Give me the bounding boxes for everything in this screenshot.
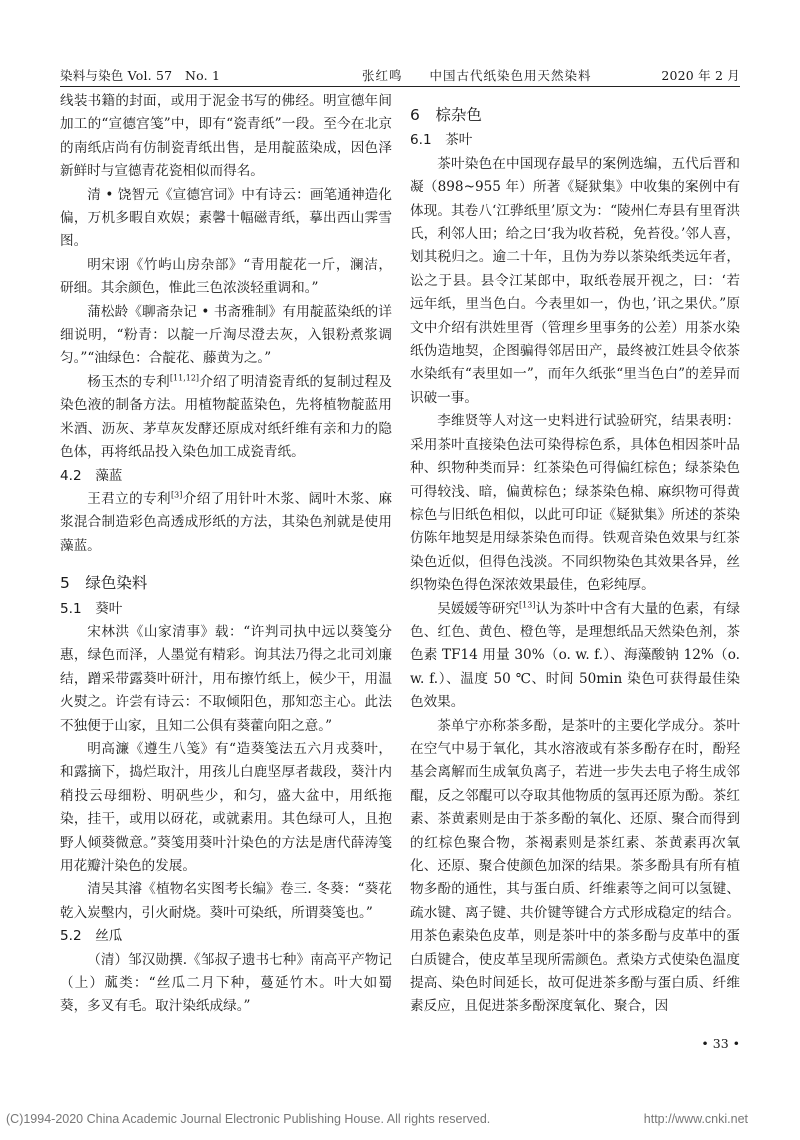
paragraph: 清吴其濬《植物名实图考长编》卷三. 冬葵：“葵花乾入炭墼内，引火耐烧。葵叶可染纸，所谓葵笺也。” [60,881,392,921]
running-header [60,64,740,86]
paragraph-text: 介绍了用针叶木浆、阔叶木浆、麻浆混合制造彩色高透成形纸的方法，其染色剂就是使用藻蓝。 [60,490,393,554]
header-rule [60,86,740,87]
subsection-heading: 5.2 丝瓜 [60,928,123,945]
article-author-title: 张红鸣 中国古代纸染色用天然染料 [362,68,592,83]
right-column [410,90,740,1019]
site-link[interactable]: http://www.cnki.net [643,1112,748,1126]
subsection-heading: 5.1 葵叶 [60,600,123,617]
paragraph: 宋林洪《山家清事》载：“许判司执中远以葵笺分惠，绿色而泽，人墨觉有精彩。询其法乃得之北司刘廉结，蹭采带露葵叶研汁，用布擦竹纸上，候少干，用温火熨之。许尝有诗云：不取倾阳色，那知恋主心。此法不独便于山家，且知二公俱有葵藿向阳之意。” [60,623,392,734]
paragraph: 李维贤等人对这一史料进行试验研究，结果表明：采用茶叶直接染色法可染得棕色系，具体色相因茶叶品种、织物种类而异：红茶染色可得偏红棕色；绿茶染色可得较浅、暗，偏黄棕色；绿茶染色棉、麻织物可得黄棕色与旧纸色相似，以此可印证《疑狱集》所述的茶染仿陈年地契是用绿茶染色而得。铁观音染色效果与红茶染色近似，但得色浅淡。不同织物染色其效果各异，丝织物染色得色深浓效果最佳，色彩纯厚。 [410,413,740,594]
paragraph: 蒲松龄《聊斋杂记 • 书斋雅制》有用靛蓝染纸的详细说明，“粉青：以靛一斤淘尽澄去灰，入银粉煮浆调匀。”“油绿色：合靛花、藤黄为之。” [60,303,392,367]
citation: [13] [519,600,536,609]
subsection-heading: 4.2 藻蓝 [60,467,123,484]
paragraph: 茶单宁亦称茶多酚，是茶叶的主要化学成分。茶叶在空气中易于氧化，其水溶液或有茶多酚存在时，酚羟基会离解而生成氧负离子，若进一步失去电子将生成邻醌，反之邻醌可以夺取其他物质的氢再还原为酚。茶红素、茶黄素则是由于茶多酚的氧化、还原、聚合而得到的红棕色聚合物，茶褐素则是茶红素、茶黄素再次氧化、还原、聚合使颜色加深的结果。茶多酚具有所有植物多酚的通性，其与蛋白质、纤维素等之间可以氢键、疏水键、离子键、共价键等键合方式形成稳定的结合。用茶色素染色皮革，则是茶叶中的茶多酚与皮革中的蛋白质键合，使皮革呈现所需颜色。煮染方式使染色温度提高、染色时间延长，故可促进茶多酚与蛋白质、纤维素反应，且促进茶多酚深度氧化、聚合，因 [410,717,740,1015]
paragraph [60,371,392,465]
footer [0,1110,800,1140]
issue-date: 2020 年 2 月 [661,68,740,83]
paragraph [410,598,740,715]
copyright-notice: (C)1994-2020 China Academic Journal Electronic Publishing House. All rights reserved. [6,1112,491,1126]
page-number: • 33 • [701,1036,740,1051]
paragraph-text: 王君立的专利 [87,490,172,507]
left-column [60,90,392,1019]
section-heading: 5 绿色染料 [60,574,148,593]
paragraph [60,488,392,558]
subsection-heading: 6.1 茶叶 [410,132,473,149]
citation: [11,12] [169,373,200,383]
paragraph-text: 杨玉杰的专利 [87,373,170,390]
paragraph: 线装书籍的封面，或用于泥金书写的佛经。明宣德年间加工的“宣德宫笺”中，即有“瓷青纸”一段。至今在北京的南纸店尚有仿制瓷青纸出售，是用靛蓝染成，因色泽新鲜时与宣德青花瓷相似而得名。 [60,93,392,180]
paragraph: （清）邹汉勋撰.《邹叔子遗书七种》南高平产物记（上）蓏类：“丝瓜二月下种，蔓延竹木。叶大如蜀葵，多叉有毛。取汁染纸成绿。” [60,951,392,1015]
paragraph-text: 吴媛媛等研究 [437,600,520,617]
journal-info: 染料与染色 Vol. 57 No. 1 [60,68,221,83]
paragraph: 清 • 饶智元《宣德宫词》中有诗云：画笔通神造化偏，万机多暇自欢娱；素馨十幅磁青纸，摹出西山霁雪图。 [60,186,392,250]
paragraph-text: 介绍了明清瓷青纸的复制过程及染色液的制备方法。用植物靛蓝染色，先将植物靛蓝用米酒、沥灰、茅草灰发酵还原成对纸纤维有亲和力的隐色体，再将纸品投入染色加工成瓷青纸。 [60,373,393,461]
paragraph-text: 认为茶叶中含有大量的色素，有绿色、红色、黄色、橙色等，是理想纸品天然染色剂，茶色素 TF14 用量 30%（o. w. f.）、海藻酸钠 12%（o. w. f.）、温度 50 ℃、时间 50min 染色可获得最佳染色效果。 [410,600,741,711]
paragraph: 茶叶染色在中国现存最早的案例选编，五代后晋和凝（898~955 年）所著《疑狱集》中收集的案例中有体现。其卷八‘江骅纸里’原文为：“陵州仁寿县有里胥洪氏，利邻人田；给之曰‘我为收苔税，免苔役。’邻人喜，划其税归之。逾二十年，且伪为券以茶染纸类远年者，讼之于县。县令江某郎中，取纸卷展开视之，曰：‘若远年纸，里当色白。今表里如一，伪也，’讯之果伏。”原文中介绍有洪姓里胥（管理乡里事务的公差）用茶水染纸伪造地契，企图骗得邻居田产，最终被江姓县令依茶水染纸有“表里如一”，而年久纸张“里当色白”的差异而识破一事。 [410,155,740,406]
citation: [3] [171,490,183,500]
paragraph: 明高濂《遵生八笺》有“造葵笺法五六月戎葵叶，和露摘下，捣烂取汁，用孩儿白鹿坚厚者裁段，葵汁内稍投云母细粉、明矾些少，和匀，盛大盆中，用纸拖染，挂干，或用以砑花，或就素用。其色绿可人，且抱野人倾葵微意。”葵笺用葵叶汁染色的方法是唐代薛涛笺用花瓣汁染色的发展。 [60,740,392,874]
paragraph: 明宋诩《竹屿山房杂部》“青用靛花一斤，澜洁，研细。其余颜色，惟此三色浓淡轻重调和。” [60,256,392,297]
section-heading: 6 棕杂色 [410,106,482,124]
